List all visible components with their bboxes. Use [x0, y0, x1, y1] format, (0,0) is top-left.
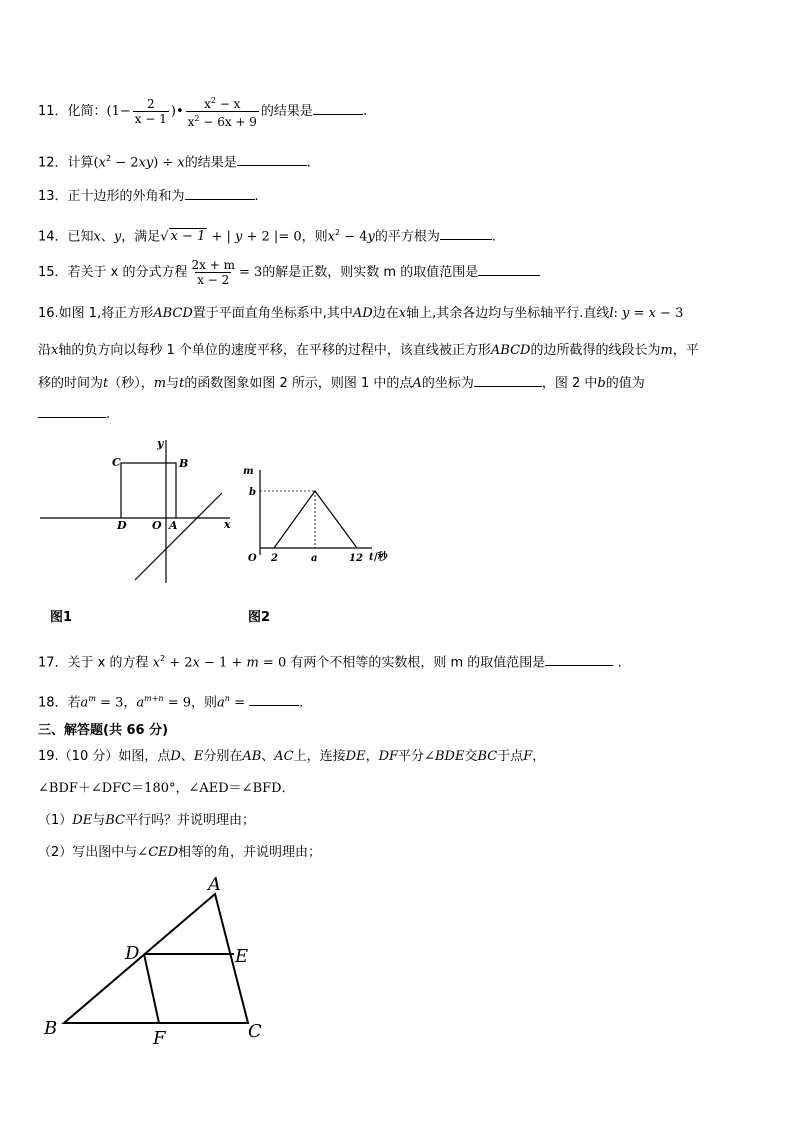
answer-blank[interactable] [545, 653, 613, 666]
label-c: C [112, 456, 121, 469]
question-12: 12．计算$(x^2 - 2xy) \div x$的结果是 . [38, 154, 311, 171]
answer-blank[interactable] [249, 693, 299, 706]
figure-1-caption: 图1 [50, 610, 73, 625]
answer-blank[interactable] [38, 405, 106, 418]
answer-blank[interactable] [478, 263, 540, 276]
figure-2-function-graph [240, 460, 405, 570]
figure-triangle-abc [40, 870, 280, 1050]
line-l [135, 493, 222, 580]
question-18: 18．若$a^m = 3$，$a^{m+n} = 9$，则$a^n$ = . [38, 694, 304, 711]
label-d: D [117, 519, 127, 532]
answer-blank[interactable] [474, 374, 542, 387]
function-graph [274, 491, 357, 548]
question-17: 17．关于 x 的方程 $x^2 + 2x - 1 + m = 0$ 有两个不相等的实数根，则 m 的取值范围是 . [38, 654, 622, 671]
figure-2-caption: 图2 [248, 610, 271, 625]
label-c: C [248, 1021, 262, 1042]
label-12: 12 [349, 553, 363, 564]
segment-df [144, 954, 159, 1023]
label-b: b [249, 487, 256, 498]
question-15: 15．若关于 x 的分式方程 $\frac{2x + m}{x - 2}$ = 3的解是正数，则实数 m 的取值范围是 [38, 258, 540, 287]
question-14: 14．已知x、y，满足√ x − 1 + | y + 2 |= 0，则$x^2 - 4y$的平方根为 . [38, 228, 497, 245]
label-o: O [248, 553, 257, 564]
label-e: E [235, 946, 249, 967]
answer-blank[interactable] [440, 227, 492, 240]
fraction: $\frac{2}{x - 1}$ [134, 97, 167, 126]
square-abcd [121, 463, 176, 518]
label-b: B [44, 1018, 58, 1039]
label-2: 2 [271, 553, 278, 564]
question-19-part2: （2）写出图中与∠CED相等的角，并说明理由； [38, 845, 322, 860]
question-16-line1: 16.如图 1,将正方形ABCD置于平面直角坐标系中,其中AD边在x轴上,其余各边均与坐标轴平行.直线l: y = x − 3 [38, 306, 684, 321]
label-o: O [152, 519, 162, 532]
label-a: A [169, 519, 178, 532]
question-19-line1: 19.（10 分）如图，点D、E分别在AB、AC上，连接DE，DF平分∠BDE交BC于点F， [38, 749, 546, 764]
answer-blank[interactable] [237, 153, 307, 166]
label-b: B [179, 457, 189, 470]
fraction: $\frac{2x + m}{x - 2}$ [191, 258, 235, 287]
question-16-line3: 移的时间为t（秒），m与t的函数图象如图 2 所示，则图 1 中的点A的坐标为 ，图 2 中b的值为 [38, 376, 645, 391]
label-x: x [224, 518, 231, 531]
label-t: t [369, 552, 374, 563]
question-16-line2: 沿x轴的负方向以每秒 1 个单位的速度平移，在平移的过程中，该直线被正方形ABCD的边所截得的线段长为m，平 [38, 343, 699, 358]
fraction: $\frac{x^2 - x}{x^2 - 6x + 9}$ [187, 96, 257, 129]
label-unit: /秒 [374, 552, 388, 563]
section-heading: 三、解答题(共 66 分) [38, 723, 169, 738]
label-y: y [157, 437, 164, 450]
question-19-line2: ∠BDF＋∠DFC＝180°，∠AED＝∠BFD． [38, 781, 295, 796]
answer-blank[interactable] [185, 187, 255, 200]
question-13: 13．正十边形的外角和为 . [38, 189, 259, 204]
triangle-abc [64, 894, 248, 1023]
label-m: m [243, 466, 254, 477]
question-19-part1: （1）DE与BC平行吗？并说明理由； [38, 813, 255, 828]
answer-blank[interactable] [313, 102, 363, 115]
label-d: D [125, 943, 140, 964]
figure-1-coordinate-graph [40, 435, 240, 585]
label-a: A [208, 874, 221, 895]
question-11: 11．化简：(1− $\frac{2}{x - 1}$ )• $\frac{x^2 - x}{x^2 - 6x + 9}$ 的结果是 . [38, 96, 368, 129]
label-f: F [153, 1028, 166, 1049]
question-16-line4: . [38, 405, 110, 424]
label-a: a [311, 553, 318, 564]
